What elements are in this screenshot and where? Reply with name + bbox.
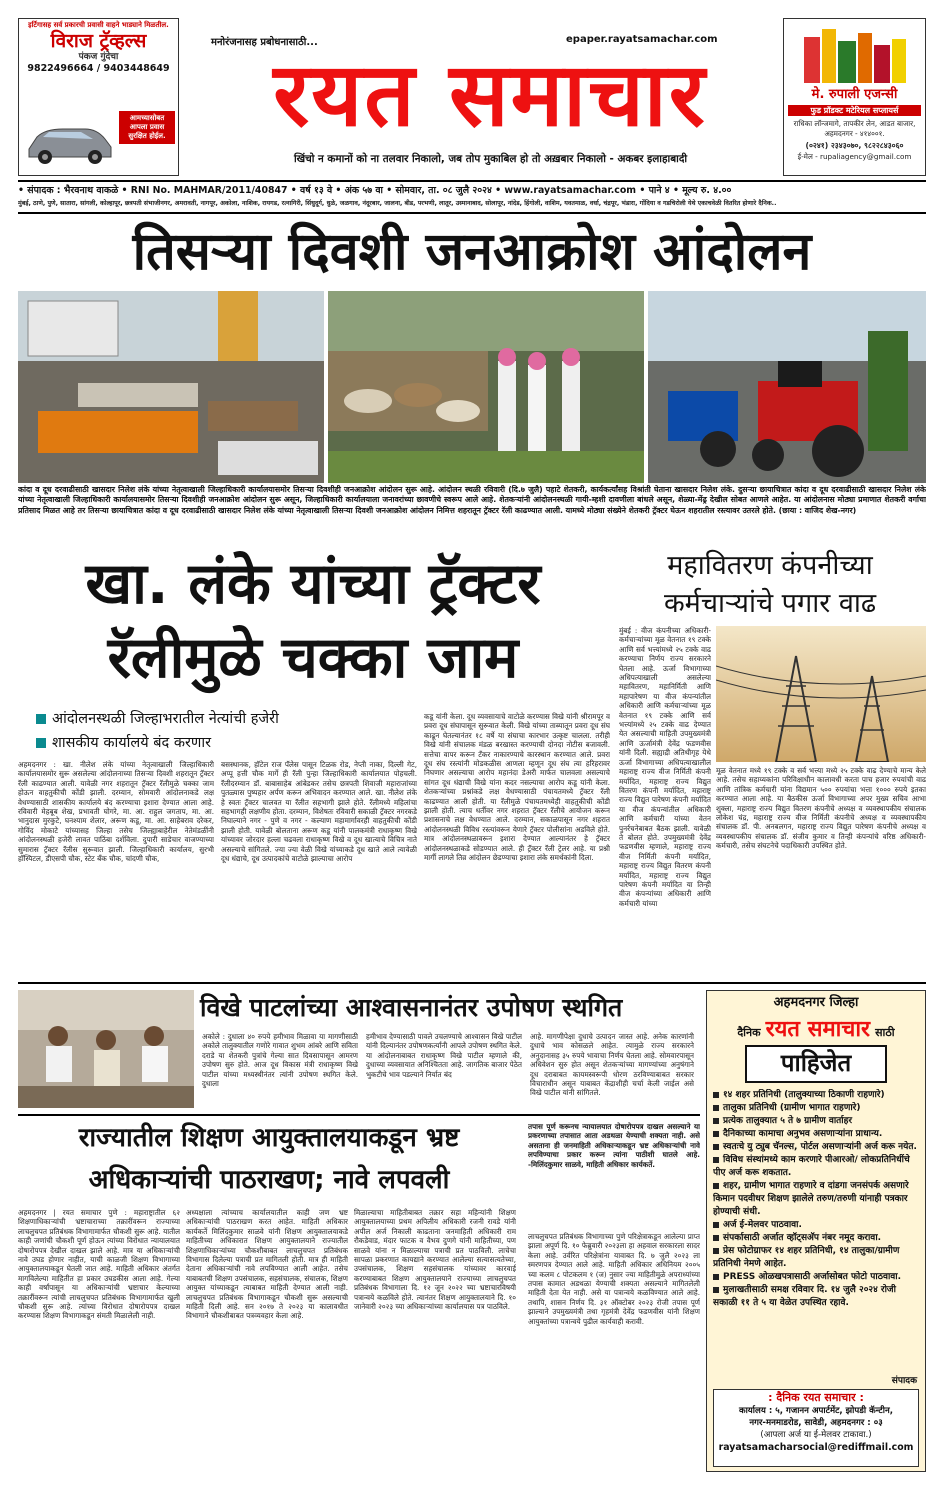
right-ad-brand: मे. रुपाली एजन्सी [811,87,898,102]
masthead-tagline: मनोरंजनासह प्रबोधनासाठी... [211,37,318,48]
tractor-body-col1: अहमदनगर : खा. नीलेश लंके यांच्या नेतृत्वाखाली जिल्हाधिकारी कार्यालयासमोर सुरू असलेल्या आंदोलनाच्या तिसऱ्या दिवशी शहरातून ट्रॅक्टर रॅली काढण्यात आली. यावेळी नगर शहरातून ट्रॅक्टर रॅलीमुळे चक्का जाम होऊन वाहतुकीची कोंडी झाली. दरम्यान, सोमवारी आंदोलनाकडे लक्ष वेधण्यासाठी शासकीय कार्यालये बंद करण्याचा इशारा देण्यात आला आहे. रविवारी मेहबूब शेख, प्रभावती घोगरे, मा. आ. राहुल जगताप, मा. आ. भानुदास मुरकुटे, घनश्याम शेलार, अरूण कडू, मा. आ. साहेबराव दरेकर, गोविंद मोकाटे यांच्यासह जिल्हा तसेच जिल्ह्याबाहेरील नेतेमंडळींनी आंदोलनस्थळी हजेरी लावत पाठिंबा दर्शविला. दुपारी साडेचार वाजण्याच्या सुमारास ट्रॅक्टर रॅलीस सुरूवात झाली. जिल्हाधिकारी कार्यालय, सुरभी हॉस्पिटल, डीएसपी चौक, स्टेट बँक चौक, चांदणी चौक, [18,760,214,864]
wanted-sign: संपादक [891,1376,917,1386]
shikshan-body-col3: मिळाल्याचा माहितीबाबत तक्रार सहा महिन्यांनी शिक्षण आयुक्तालयाच्या प्रथम अपिलीय अधिकारी रजनी रावडे यांनी अपील अर्ज निकाली काढताना जनमाहिती अधिकारी राम रौकडेवाड, मंदार फाटक व वैभव दुणगे यांनी माहितीच्या, पण साळवे यांना न मिळाल्याचा पत्राची प्रत पाठविली. लाचेचा सापळा प्रकरणात कायद्याने करण्यात आलेल्या सत्यासत्यतेच्या, उपसंचालक, शिक्षण सहसंचालक यांच्यावर कारवाई करण्याबाबत शिक्षण आयुक्तालयाने राज्याच्या लाचलुचपत प्रतिबंधक विभागाला दि. १२ जून २०२२ च्या भ्रष्टाचारविषयी पत्रान्वये कळविले होते. त्यानंतर शिक्षण आयुक्तालयाने दि. १० जानेवारी २०२३ च्या अधिकाऱ्यांच्या कार्यालयास पत्र पाठविले. [354,1208,516,1312]
wanted-title-pre: दैनिक [737,1026,761,1039]
left-ad-phone: 9822496664 / 9403448649 [27,63,170,74]
left-ad-brand: विराज ट्रॅव्हल्स [50,30,147,52]
tractor-body-col2: बसस्थानक, हॉटेल राज पॅलेस पासून टिळक रोड, नेप्ती नाका, दिल्ली गेट, अप्पू हत्ती चौक मार्गे ही रॅली पुन्हा जिल्हाधिकारी कार्यालयात पोहचली. रॅलीदरम्यान डॉ. बाबासाहेब आंबेडकर तसेच छत्रपती शिवाजी महाराजांच्या पुतळ्यास पुष्पहार अर्पण करून अभिवादन करण्यात आले. खा. नीलेश लंके हे स्वतः ट्रॅक्टर चालवत या रॅलीत सहभागी झाले होते. रॅलीमध्ये महिलांचा सहभागही लक्षणीय होता. दरम्यान, विशेषतः रविवारी सकाळी ट्रॅक्टर नगरकडे निघाल्याने नगर - पुणे व नगर - कल्याण महामार्गावरही वाहतुकीची कोंडी झाली होती. यावेळी बोलताना अरूण कडू यांनी पालकमंत्री राधाकृष्ण विखे यांच्यावर जोरदार हल्ला चढवला राधाकृष्ण विखे व दूध खात्याचे विचित्र नाते असल्याचे सांगितले. ज्या ज्या वेळी विखे यांच्याकडे दूध खाते आले त्यावेळी दूध धंद्याचे, दूध उत्पादकांचे वाटोळे झाल्याचा आरोप [221,760,417,864]
office-address-1: कार्यालय : ५, गजानन अपार्टमेंट, झोपडी कॅन्टीन, [738,1406,893,1416]
tractor-body-col3: कडू यांनी केला. दूध व्यवसायाचे वाटोळे करण्यास विखे यांनी श्रीरामपूर व प्रवरा दूध संघापासून सुरूवात केली. विखे यांच्या ताब्यातून प्रवरा दूध संघ काढून घेतल्यानंतर १८ वर्षे या संघाचा कारभार उत्कृष्ट चालला. तरीही विखे यांनी संचालक मंडळ बरखास्त करण्याची दोनदा नोटीस बजावली. सत्तेचा वापर करून टँकर नाकारण्याचे कारस्थान करण्यात आले. प्रवरा दूध संघ रस्त्यांनी मोडकळीस आणला म्हणून दूध संघ त्या हरिहरावर निघणार असल्याचा आरोप महानंदा डेअरी मार्फत चालवला असल्याचे सांगत दूध धंद्याची विखे यांना कदर नसल्याचा आरोप कडू यांनी केला. शेतकऱ्यांच्या प्रश्नांकडे लक्ष वेधण्यासाठी पंचायतमध्ये ट्रॅक्टर रॅली काढण्यात आली होती. या रॅलीमुळे पंचायतमध्येही वाहतुकीची कोंडी झाली होती. त्याच धर्तीवर नगर शहरात ट्रॅक्टर रॅलीचे आयोजन करून प्रशासनाचे लक्ष वेधण्यात आले. दरम्यान, सकाळपासून नगर शहरात आंदोलनस्थळी विविध रस्त्यांवरून येणारे ट्रॅक्टर पोलीसांना अडविले होते. मात्र आंदोलनस्थळावरून इशारा देण्यात आल्यानंतर हे ट्रॅक्टर आंदोलनस्थळाकडे सोडण्यात आले. ही ट्रॅक्टर रॅली ट्रेलर आहे. या प्रश्नी मार्गी लागले तिव्र आंदोलन छेडण्याचा इशारा लंके समर्थकांनी दिला. [424,712,610,863]
wanted-item: संपर्कासाठी अर्जात व्हॉट्सअ‍ॅप नंबर नमूद करावा. [713,1232,921,1245]
masthead-quote: खिंचो न कमानों को ना तलवार निकालो, जब तोप मुकाबिल हो तो अख़बार निकालो - अकबर इलाहाबादी [293,153,688,165]
section-rule-1 [18,982,926,984]
wanted-item: विविध संस्थांमध्ये काम करणारे पीआरओ/ लोकप्रतिनिधींचे पीए अर्ज करू शकतात. [713,1155,910,1178]
bullet-square-icon [713,1222,719,1228]
office-title: : दैनिक रयत समाचार : [768,1391,864,1404]
bullet-square-icon [713,1183,719,1189]
wanted-item: तालुका प्रतिनिधी (ग्रामीण भागात राहणारे) [713,1102,921,1115]
tractor-bullet-1-text: आंदोलनस्थळी जिल्हाभरातील नेत्यांची हजेरी [52,711,279,727]
shikshan-body-col2: अध्यक्षाला त्यांच्याच कार्यालयातील काही जण भ्रष्ट अधिकाऱ्यांची पाठराखण करत आहेत. माहिती अधिकार कार्यकर्ते मिलिंदकुमार साळवे यांनी शिक्षण आयुक्तालयाकडे माहितीच्या अधिकारात शिक्षण आयुक्तालयाने राज्यातील शिक्षणाधिकाऱ्यांच्या चौकशीबाबत लाचलुचपत प्रतिबंधक विभागास दिलेल्या पत्राची प्रत मागितली होती. मात्र ही माहिती देताना अधिकाऱ्यांची नावे लपविण्यात आली आहेत. तसेच याबाबतची शिक्षण उपसंचालक, सहसंचालक, संचालक, शिक्षण आयुक्त यांच्याकडून त्याबाबत माहिती देण्यात आली नाही. लाचलुचपत प्रतिबंधक विभागाकडून चौकशी सुरू असल्याची माहिती दिली आहे. सन २०१७ ते २०२३ या कालावधीत विभागाने चौकशीबाबत पत्रव्यवहार केला आहे. [186,1208,348,1321]
vikhe-body-col3: आहे. मागणीपेक्षा दुधाचे उत्पादन जास्त आहे. अनेक कारणांनी दुधाचे भाव कोसळले आहेत. त्यामुळे राज्य सरकारने अनुदानासह ३५ रुपये भावाचा निर्णय घेतला आहे. सोमवारपासून अधिवेशन सुरु होत असून शेतकऱ्यांच्या मागण्यांच्या अनुषंगाने दूध दराबाबत कायमस्वरूपी धोरण ठरविण्याबाबत सरकार विचाराधीन असून याबाबत केंद्राशीही चर्चा केली जाईल असे विखे पाटील यांनी सांगितले. [530,1032,694,1098]
shikshan-body-col5: लाचलुचपत प्रतिबंधक विभागाच्या पुणे परिक्षेत्राकडून आलेल्या प्राप्त झाला अपूर्ण दि. १० फेब्रुवारी २०२३ला हा अहवाल सरकारला सादर केला आहे. उर्वरित परिक्षेत्रांना यावाबत दि. ७ जुलै २०२३ ला स्मरणपत्र देण्यात आले आहे. माहिती अधिकार अधिनियम २००५ च्या कलम ८ पोटकलम १ (ज) नुसार ज्या माहितीमुळे अपराध्यांच्या तपास कामात अडथळा येण्याची शक्यता असल्याने मागितलेली माहिती देता येत नाही. असे या पत्रान्वये कळविण्यात आले आहे. तथापि, शासन निर्णय दि. ३१ ऑक्टोबर २०२३ रोजी तपास पूर्ण झाल्याने उपमुख्यमंत्री तथा गृहमंत्री देवेंद्र फडणवीस यांनी शिक्षण आयुक्तांच्या पत्रान्वये पुढील कार्यवाही करावी. [528,1232,700,1326]
wanted-heading: पाहिजेत [745,1045,887,1083]
photo-tractor-rally [648,291,926,483]
wanted-item: प्रेस फोटोग्राफर १४ शहर प्रतिनिधी, १४ तालुका/ग्रामीण प्रतिनिधी नेमणे आहेत. [713,1246,900,1269]
mahavitaran-body-col2: मूळ वेतनात मध्ये १९ टक्के व सर्व भत्त्या मध्ये २५ टक्के वाढ देण्याचे मान्य केले आहे. तसेच सहाय्यकांना परिविक्षाधीन कालावधी करता पाच हजार रुपयांची वाढ आणि तांत्रिक कर्मचारी यांना विद्यमान ५०० रुपयांचा भत्ता १००० रुपये इतका करण्यात आला आहे. या बैठकीस ऊर्जा विभागाच्या अपर मुख्य सचिव आभा शुक्ला, महाराष्ट्र राज्य विद्युत वितरण कंपनीचे अध्यक्ष व व्यवस्थापकीय संचालक लोकेश चंद्र, महाराष्ट्र राज्य वीज निर्मिती कंपनीचे अध्यक्ष व व्यवस्थापकीय संचालक डॉ. पी. अनबलगन, महाराष्ट्र राज्य विद्युत पारेषण कंपनीचे अध्यक्ष व व्यवस्थापकीय संचालक डॉ. संजीव कुमार व तिन्ही कंपन्यांचे वरिष्ठ अधिकारी-कर्मचारी, तसेच संघटनेचे पदाधिकारी उपस्थित होते. [716,766,926,851]
bullet-square-icon [36,714,46,724]
wanted-title-post: साठी [875,1026,895,1039]
vikhe-body-col1: अकोले : दुधाला ४० रुपये हमीभाव मिळावा या मागणीसाठी अकोले तालुक्यातील गणोरे गावात शुभम आंबरे आणि सविता दराडे या शेतकरी पुत्रांचे गेल्या सात दिवसापासून आमरण उपोषण सुरु होते. आज दूध विकास मंत्री राधाकृष्ण विखे पाटील यांच्या मध्यस्थीनंतर त्यांनी उपोषण स्थगित केले. दुधाला [202,1032,358,1089]
bullet-square-icon [36,738,46,748]
photo-livestock [328,291,644,483]
wanted-list [713,1089,921,1310]
bullet-square-icon [713,1105,719,1111]
wanted-item: PRESS ओळखपत्रासाठी अर्जासोबत फोटो पाठवावा. [713,1271,921,1284]
shikshan-body-col1: अहमदनगर | रयत समाचार पुणे : महाराष्ट्रातील ६२ शिक्षणाधिकाऱ्यांची भ्रष्टाचाराच्या तक्रारींवरून राज्याच्या लाचलुचपत प्रतिबंधक विभागामार्फत चौकशी सुरू आहे. यातील काही जणांची चौकशी पूर्ण होऊन त्यांच्या विरोधात न्यायालयात दोषारोपपत्र देखील दाखल झाले आहे. मात्र या अधिकाऱ्यांची नावे उघड होणार नाहीत, याची काळजी शिक्षण विभागाच्या आयुक्तालयाकडून घेतली जात आहे. माहिती अधिकार अंतर्गत मागविलेल्या माहितीत हा प्रकार उघडकीस आला आहे. गेल्या काही वर्षांपासून या अधिकाऱ्यांची भ्रष्टाचार केल्याच्या तक्रारींवरून त्यांची लाचलुचपत प्रतिबंधक विभागामार्फत खुली चौकशी सुरू आहे. त्यांच्या विरोधात दोषारोपपत्र दाखल करण्यास शिक्षण विभागाकडून संमती मिळालेली नाही. [18,1208,180,1321]
left-ad [18,18,179,176]
shikshan-headline-line2: अधिकाऱ्यांची पाठराखण; नावे लपवली [88,1165,450,1195]
infobar-rule [18,212,926,214]
car-image [23,107,115,171]
wanted-item: स्वतःचे यु ट्युब चॅनल्स, पोर्टल असणाऱ्यांनी अर्ज करू नयेत. [713,1141,921,1154]
wanted-item: अर्ज ई-मेलवर पाठवावा. [713,1219,921,1232]
shikshan-body-col4: तपास पूर्ण करूनच न्यायालयात दोषारोपपत्र दाखल असल्याने या प्रकरणाच्या तपासात आता अडथळा येण्याची शक्यता नाही. असे असताना ही जनमाहिती अधिकाऱ्याकडून भ्रष्ट अधिकाऱ्यांची नावे लपविण्याचा प्रकार करून त्यांना पाठीशी घातले आहे. -मिलिंदकुमार साळवे, माहिती अधिकार कार्यकर्ते. [528,1122,700,1169]
right-ad-address: राधिका लॉन्जमागे, तापकीर लेन, आडत बाजार, अहमदनगर - ४१४००१. [793,119,916,138]
vikhe-headline: विखे पाटलांच्या आश्वासनानंतर उपोषण स्थगित [200,993,623,1022]
wanted-title [707,1013,925,1043]
right-ad-phone: (०२४१) २३४३०७०, ९८२२८४३०६० [805,141,904,150]
bullet-square-icon [713,1131,719,1137]
wanted-item: दैनिकाच्या कामाचा अनुभव असणाऱ्यांना प्राधान्य. [713,1128,921,1141]
lead-headline: तिसऱ्या दिवशी जनआक्रोश आंदोलन [132,222,812,282]
photo-power-towers [716,626,926,762]
wanted-item: मुलाखतीसाठी समक्ष रविवार दि. १४ जुलै २०२४ रोजी सकाळी ११ ते ५ या वेळेत उपस्थित रहावे. [713,1285,896,1308]
photo-protesters-resting [18,291,324,483]
bullet-square-icon [713,1118,719,1124]
info-bar: • संपादक : भैरवनाथ वाकळे • RNI No. MAHMAR/2011/40847 • वर्ष १३ वे • अंक ५७ वा • सोमवार, ता. ०८ जुलै २०२४ • www.rayatsamachar.com • पाने ४ • मूल्य रु. ४.०० [18,185,732,196]
mahavitaran-headline-line1: महावितरण कंपनीच्या [667,550,873,581]
bullet-square-icon [713,1157,719,1163]
product-image [800,23,910,87]
distribution-cities: मुंबई, ठाणे, पुणे, सातारा, सांगली, कोल्हापूर, छत्रपती संभाजीनगर, अमरावती, नागपूर, अकोला, नाशिक, रायगड, रत्नागिरी, सिंधुदूर्ग, धुळे, जळगाव, नंदूरबार, जालना, बीड, परभणी, लातूर, उस्मानाबाद, सोलापूर, नांदेड, हिंगोली, वाशिम, यवतमाळ, वर्धा, चंद्रपूर, भंडारा, गोंदिया व गडचिरोली येथे एकाचवेळी वितरित होणारे दैनिक.. [18,200,777,207]
right-ad-email: ई-मेल - rupaliagency@gmail.com [797,152,912,161]
tractor-headline-line1: खा. लंके यांच्या ट्रॅक्टर [85,551,541,617]
masthead-rule [18,180,926,182]
right-ad [783,18,926,176]
left-ad-note: आमच्यासोबत आपला प्रवास सुरक्षित होईल. [119,111,175,144]
wanted-item: शहर, ग्रामीण भागात राहणारे व दांडगा जनसंपर्क असणारे किमान पदवीधर शिक्षण झालेले तरुण/तरुणी यांनाही पत्रकार होण्याची संधी. [713,1181,909,1217]
office-email[interactable]: rayatsamacharsocial@rediffmail.com [718,1442,914,1453]
office-address-2: नगर-मनमाडरोड, सावेडी, अहमदनगर : ०३ [749,1418,883,1428]
wanted-ad [706,990,926,1472]
right-ad-sub: फुड प्रॉडक्ट मटेरियल सप्लायर्स [788,105,921,116]
epaper-url: epaper.rayatsamachar.com [566,34,718,45]
office-box [713,1389,919,1467]
mahavitaran-headline-line2: कर्मचाऱ्यांचे पगार वाढ [663,588,877,619]
wanted-title-brand: रयत समाचार [765,1017,871,1042]
shikshan-headline-line1: राज्यातील शिक्षण आयुक्तालयाकडून भ्रष्ट [78,1123,460,1153]
left-ad-line1: इर्टिगासह सर्व प्रकारची प्रवासी वाहने भाड्याने मिळतील. [28,21,169,29]
office-note: (आपला अर्ज या ई-मेलवर टाकावा.) [760,1430,872,1440]
bullet-square-icon [713,1092,719,1098]
section-rule-2 [18,1114,700,1116]
photo-hunger-strike [18,990,194,1108]
bullet-square-icon [713,1287,719,1293]
bullet-square-icon [713,1144,719,1150]
left-ad-owner: पंकज गुंदेचा [78,52,119,62]
tractor-bullet-2-text: शासकीय कार्यालये बंद करणार [52,735,212,751]
bullet-square-icon [713,1248,719,1254]
wanted-item: प्रत्येक तालुक्यात ५ ते ७ ग्रामीण वार्ताहर [713,1115,921,1128]
mahavitaran-body-col1: मुंबई : वीज कंपनीच्या अधिकारी-कर्मचाऱ्यांच्या मूळ वेतनात १९ टक्के आणि सर्व भत्त्यांमध्ये २५ टक्के वाढ करण्याचा निर्णय राज्य सरकारने घेतला आहे. ऊर्जा विभागाच्या अधिपत्याखाली असलेल्या महावितरण, महानिर्मिती आणि महापारेषण या वीज कंपन्यांतील अधिकारी आणि कर्मचाऱ्यांच्या मूळ वेतनात १९ टक्के आणि सर्व भत्त्यांमध्ये २५ टक्के वाढ देण्यात येत असल्याची माहिती उपमुख्यमंत्री आणि ऊर्जामंत्री देवेंद्र फडणवीस यांनी दिली. सह्याद्री अतिथीगृह येथे ऊर्जा विभागाच्या अधिपत्याखालील महाराष्ट्र राज्य वीज निर्मिती कंपनी मर्यादित, महाराष्ट्र राज्य विद्युत वितरण कंपनी मर्यादित, महाराष्ट्र राज्य विद्युत पारेषण कंपनी मर्यादित या वीज कंपन्यांतील अधिकारी आणि कर्मचारी यांच्या वेतन पुनर्रचनेबाबत बैठक झाली. यावेळी ते बोलत होते. उपमुख्यमंत्री देवेंद्र फडणवीस म्हणाले, महाराष्ट्र राज्य वीज निर्मिती कंपनी मर्यादित, महाराष्ट्र राज्य विद्युत वितरण कंपनी मर्यादित, महाराष्ट्र राज्य विद्युत पारेषण कंपनी मर्यादित या तिन्ही वीज कंपन्यांच्या अधिकारी आणि कर्मचारी यांच्या [619,626,711,908]
bullet-square-icon [713,1274,719,1280]
lead-caption: कांदा व दूध दरवाढीसाठी खासदार निलेश लंके यांच्या नेतृत्वाखाली जिल्हाधिकारी कार्यालयासमोर तिसऱ्या दिवशीही जनआक्रोश आंदोलन सुरू आहे. आंदोलन स्थळी रविवारी (दि.७ जुलै) पहाटे शेतकरी, कार्यकर्त्यांसह विश्रांती घेताना खासदार निलेश लंके. दुसऱ्या छायाचित्रात कांदा व दूध दरवाढीसाठी खासदार निलेश लंके यांच्या नेतृत्वाखाली जिल्हाधिकारी कार्यालयासमोर तिसऱ्या दिवशीही जनआक्रोश आंदोलन सुरू असून, जिल्हाधिकारी कार्यालयाला जनावरांच्या छावणीचे स्वरूप आले आहे. शेतकऱ्यांनी आंदोलनस्थळी गायी-म्हशी दावणीला बांधले असून, शेळ्या-मेंढ्र देखील सोबत आणले आहेत. या आंदोलनास मोठ्या प्रमाणात शेतकरी वर्गाचा प्रतिसाद मिळत आहे तर तिसऱ्या छायाचित्रात कांदा व दूध दरवाढीसाठी खासदार निलेश लंके यांच्या नेतृत्वाखाली तिसऱ्या दिवशी जनआक्रोश आंदोलन निमित्त शहरातून ट्रॅक्टर रॅली काढण्यात आली. यामध्ये मोठ्या संख्येने शेतकरी ट्रॅक्टर घेऊन शहरातील रस्त्यावर उतरले होते. (छाया : वाजिद शेख-नगर) [18,485,926,515]
vikhe-body-col2: हमीभाव देण्यासाठी पावले उचलण्याचे आश्वासन विखे पाटील यांनी दिल्यानंतर उपोषणकर्त्यांनी आपले उपोषण स्थगित केले. या आंदोलनाबाबत राधाकृष्ण विखे पाटील म्हणाले की, दुधाच्या व्यवसायात अनिश्चितता आहे. जागतिक बाजार पेठेत भुकटीचे भाव पडल्याने निर्यात बंद [366,1032,522,1079]
wanted-item: १४ शहर प्रतिनिधी (तालुक्याच्या ठिकाणी राहणारे) [713,1089,921,1102]
tractor-headline-line2: रॅलीमुळे चक्का जाम [107,625,519,691]
masthead-title: रयत समाचार [273,43,707,146]
bullet-square-icon [713,1235,719,1241]
wanted-sub: अहमदनगर जिल्हा [773,995,859,1010]
